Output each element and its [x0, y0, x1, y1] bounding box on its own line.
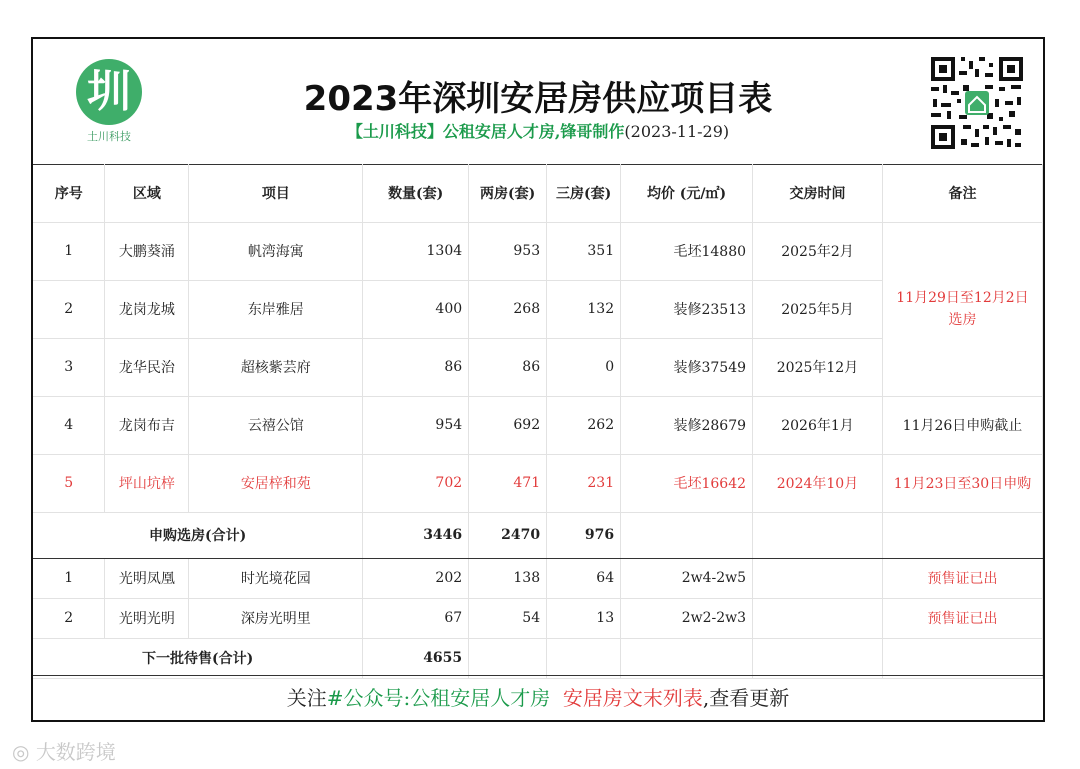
cell-three-room: 231	[547, 454, 621, 512]
empty-cell	[547, 638, 621, 678]
cell-delivery: 2026年1月	[753, 396, 883, 454]
footer-part1: 关注	[286, 686, 327, 710]
cell-three-room: 13	[547, 598, 621, 638]
cell-three-room: 351	[547, 222, 621, 280]
cell-two-room: 268	[469, 280, 547, 338]
table-row	[33, 396, 1043, 454]
empty-cell	[753, 558, 883, 598]
cell-qty: 400	[363, 280, 469, 338]
page-title: 2023年深圳安居房供应项目表	[303, 79, 773, 119]
footer-list: 安居房文末列表	[562, 686, 703, 710]
empty-cell	[882, 512, 1042, 558]
sheet-footer	[33, 675, 1043, 720]
subtotal-three-room: 976	[547, 512, 621, 558]
cell-project: 时光境花园	[189, 558, 363, 598]
cell-price: 装修37549	[621, 338, 753, 396]
subtotal-two-room: 2470	[469, 512, 547, 558]
cell-no: 2	[33, 598, 105, 638]
cell-qty: 202	[363, 558, 469, 598]
cell-project: 云禧公馆	[189, 396, 363, 454]
col-header-area: 区域	[105, 164, 189, 222]
subtotal-label: 下一批待售(合计)	[33, 638, 363, 678]
cell-note: 11月26日申购截止	[882, 396, 1042, 454]
cell-project: 深房光明里	[189, 598, 363, 638]
brand-logo	[73, 59, 145, 144]
cell-no: 4	[33, 396, 105, 454]
cell-qty: 86	[363, 338, 469, 396]
subtitle-date: (2023-11-29)	[624, 122, 730, 141]
cell-delivery: 2024年10月	[753, 454, 883, 512]
cell-delivery: 2025年5月	[753, 280, 883, 338]
cell-area: 大鹏葵涌	[105, 222, 189, 280]
cell-area: 龙岗龙城	[105, 280, 189, 338]
cell-price: 毛坯14880	[621, 222, 753, 280]
cell-two-room: 692	[469, 396, 547, 454]
table-header-row	[33, 164, 1043, 222]
merged-note-line2: 选房	[948, 312, 977, 328]
watermark	[12, 736, 116, 765]
table-row	[33, 558, 1043, 598]
empty-cell	[469, 638, 547, 678]
col-header-two-room: 两房(套)	[469, 164, 547, 222]
col-header-note: 备注	[882, 164, 1042, 222]
page-subtitle	[153, 119, 923, 142]
footer-part4: ,查看更新	[702, 686, 790, 710]
cell-three-room: 132	[547, 280, 621, 338]
watermark-text: 大数跨境	[35, 740, 116, 764]
cell-no: 5	[33, 454, 105, 512]
subtitle-author: 【土川科技】公租安居人才房,锋哥制作	[346, 122, 625, 141]
empty-cell	[753, 512, 883, 558]
cell-qty: 1304	[363, 222, 469, 280]
subtotal-qty: 3446	[363, 512, 469, 558]
sheet-header	[33, 39, 1043, 165]
col-header-qty: 数量(套)	[363, 164, 469, 222]
cell-area: 光明凤凰	[105, 558, 189, 598]
cell-two-room: 138	[469, 558, 547, 598]
table-row	[33, 598, 1043, 638]
cell-area: 龙华民治	[105, 338, 189, 396]
cell-qty: 67	[363, 598, 469, 638]
cell-price: 2w2-2w3	[621, 598, 753, 638]
cell-price: 2w4-2w5	[621, 558, 753, 598]
col-header-three-room: 三房(套)	[547, 164, 621, 222]
col-header-project: 项目	[189, 164, 363, 222]
cell-no: 2	[33, 280, 105, 338]
cell-two-room: 953	[469, 222, 547, 280]
cell-qty: 702	[363, 454, 469, 512]
empty-cell	[753, 638, 883, 678]
logo-text: 土川科技	[87, 130, 131, 143]
empty-cell	[621, 512, 753, 558]
cell-area: 光明光明	[105, 598, 189, 638]
cell-note: 预售证已出	[882, 598, 1042, 638]
cell-price: 装修28679	[621, 396, 753, 454]
empty-cell	[882, 638, 1042, 678]
cell-delivery: 2025年12月	[753, 338, 883, 396]
watermark-icon: ◎	[12, 740, 30, 764]
table-row-highlighted	[33, 454, 1043, 512]
subtotal-qty: 4655	[363, 638, 469, 678]
empty-cell	[621, 638, 753, 678]
cell-project: 安居梓和苑	[189, 454, 363, 512]
cell-no: 3	[33, 338, 105, 396]
cell-delivery: 2025年2月	[753, 222, 883, 280]
qr-code-icon	[929, 55, 1025, 151]
housing-table	[33, 164, 1043, 679]
table-sheet	[31, 37, 1045, 722]
subtotal-label: 申购选房(合计)	[33, 512, 363, 558]
cell-area: 坪山坑梓	[105, 454, 189, 512]
cell-no: 1	[33, 222, 105, 280]
cell-project: 东岸雅居	[189, 280, 363, 338]
cell-price: 装修23513	[621, 280, 753, 338]
empty-cell	[753, 598, 883, 638]
cell-note: 预售证已出	[882, 558, 1042, 598]
cell-project: 帆湾海寓	[189, 222, 363, 280]
subtotal-row	[33, 512, 1043, 558]
cell-no: 1	[33, 558, 105, 598]
subtotal-row	[33, 638, 1043, 678]
cell-note: 11月23日至30日申购	[882, 454, 1042, 512]
cell-area: 龙岗布吉	[105, 396, 189, 454]
cell-three-room: 64	[547, 558, 621, 598]
cell-price: 毛坯16642	[621, 454, 753, 512]
merged-note-line1: 11月29日至12月2日	[896, 290, 1029, 306]
cell-project: 超核紫芸府	[189, 338, 363, 396]
cell-two-room: 471	[469, 454, 547, 512]
logo-circle: 圳	[76, 59, 142, 125]
col-header-delivery: 交房时间	[753, 164, 883, 222]
cell-qty: 954	[363, 396, 469, 454]
footer-account: #公众号:公租安居人才房	[326, 686, 551, 710]
cell-three-room: 262	[547, 396, 621, 454]
cell-three-room: 0	[547, 338, 621, 396]
cell-two-room: 54	[469, 598, 547, 638]
col-header-price: 均价 (元/㎡)	[621, 164, 753, 222]
col-header-no: 序号	[33, 164, 105, 222]
cell-merged-note	[882, 222, 1042, 396]
table-row	[33, 222, 1043, 280]
cell-two-room: 86	[469, 338, 547, 396]
